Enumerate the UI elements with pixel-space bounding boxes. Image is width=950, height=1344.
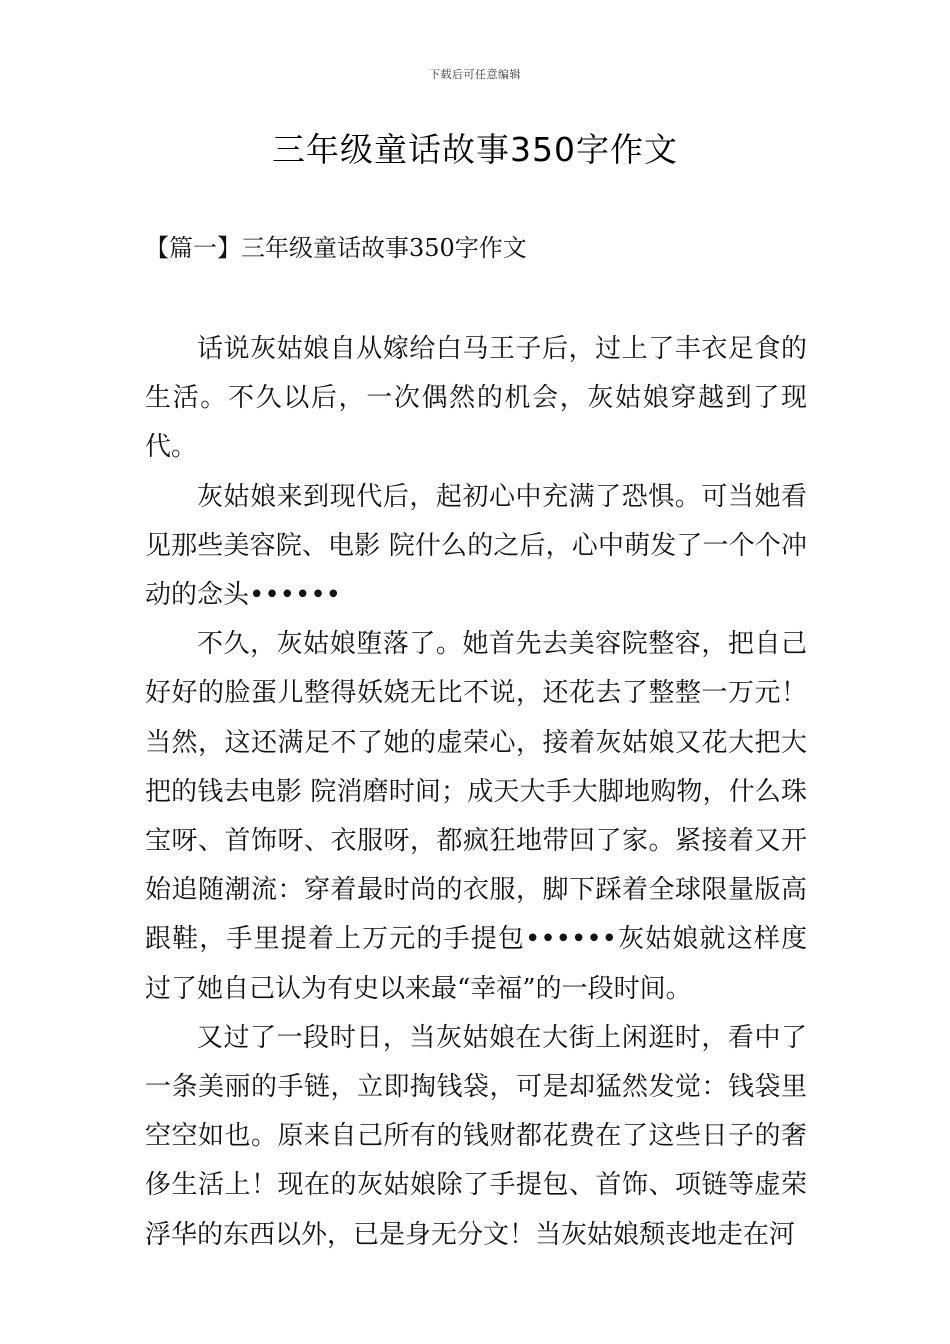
paragraph: 不久，灰姑娘堕落了。她首先去美容院整容，把自己好好的脸蛋儿整得妖娆无比不说，还花去了整整一万元！当然，这还满足不了她的虚荣心，接着灰姑娘又花大把大把的钱去电影 院消磨时间；成天大手大脚地购物，什么珠宝呀、首饰呀、衣服呀，都疯狂地带回了家。紧接着又开始追随潮流：穿着最时尚的衣服，脚下踩着全球限量版高跟鞋，手里提着上万元的手提包••••••灰姑娘就这样度过了她自己认为有史以来最“幸福”的一段时间。 [145, 629, 807, 1004]
paragraph: 灰姑娘来到现代后，起初心中充满了恐惧。可当她看见那些美容院、电影 院什么的之后，心中萌发了一个个冲动的念头•••••• [145, 481, 807, 611]
body-text [145, 325, 807, 1260]
paragraph: 话说灰姑娘自从嫁给白马王子后，过上了丰衣足食的生活。不久以后，一次偶然的机会，灰姑娘穿越到了现代。 [145, 334, 807, 463]
section-heading: 【篇一】三年级童话故事350字作文 [145, 234, 527, 262]
paragraph: 又过了一段时日，当灰姑娘在大街上闲逛时，看中了一条美丽的手链，立即掏钱袋，可是却猛然发觉：钱袋里空空如也。原来自己所有的钱财都花费在了这些日子的奢侈生活上！现在的灰姑娘除了手提包、首饰、项链等虚荣浮华的东西以外，已是身无分文！当灰姑娘颓丧地走在河 [145, 1022, 807, 1250]
header-note: 下载后可任意编辑 [429, 68, 521, 81]
document-title: 三年级童话故事350字作文 [272, 130, 678, 169]
